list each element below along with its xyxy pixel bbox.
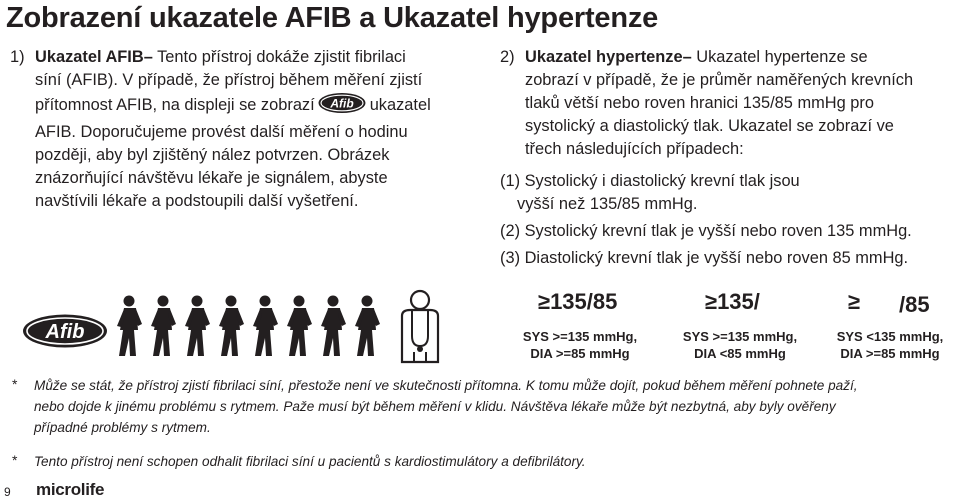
afib-dash: – <box>143 48 153 66</box>
brand-logo: microlife <box>36 480 105 499</box>
afib-line-1: Tento přístroj dokáže zjistit fibrilaci <box>152 48 406 66</box>
indicator-2-sys: SYS >=135 mmHg, <box>682 329 798 344</box>
hyper-line-3: tlaků větší nebo roven hranici 135/85 mmHg pro <box>525 94 874 112</box>
indicator-1-sys: SYS >=135 mmHg, <box>522 329 638 344</box>
walking-figures-icon <box>115 292 390 367</box>
footnote-2 <box>34 451 586 472</box>
indicator-caption-3 <box>821 328 959 362</box>
indicator-caption-2 <box>665 328 815 362</box>
indicator-3-sys: SYS <135 mmHg, <box>836 329 944 344</box>
hyper-dash: – <box>682 48 692 66</box>
hyper-case-1a: (1) Systolický i diastolický krevní tlak jsou <box>500 172 800 190</box>
afib-line-5: později, aby byl zjištěný nález potvrzen. Obrázek <box>35 146 390 164</box>
afib-inline-icon <box>317 92 367 121</box>
indicator-display-1: ≥135/85 <box>538 289 618 314</box>
afib-line-3a: přítomnost AFIB, na displeji se zobrazí <box>35 96 315 114</box>
page-number: 9 <box>4 485 11 499</box>
hyper-heading: Ukazatel hypertenze <box>525 48 683 66</box>
indicator-2-dia: DIA <85 mmHg <box>694 346 786 361</box>
afib-heading: Ukazatel AFIB <box>35 48 144 66</box>
afib-line-2: síní (AFIB). V případě, že přístroj během měření zjistí <box>35 71 423 89</box>
footnote-1 <box>34 375 858 438</box>
hyper-case-1b: vyšší než 135/85 mmHg. <box>517 195 698 213</box>
hyper-first-line <box>500 46 955 69</box>
doctor-icon <box>396 288 444 369</box>
afib-line-7: navštívili lékaře a podstoupili další vyšetření. <box>35 192 359 210</box>
svg-text:Afib: Afib <box>330 96 354 111</box>
page-title: Zobrazení ukazatele AFIB a Ukazatel hypertenze <box>6 2 659 34</box>
indicator-display-3a: ≥ <box>848 289 861 314</box>
hyper-marker: 2) <box>500 48 515 66</box>
hypertension-section <box>500 46 955 270</box>
indicator-1-dia: DIA >=85 mmHg <box>530 346 630 361</box>
footnote-2-star: * <box>12 452 18 468</box>
indicator-display-2: ≥135/ <box>705 289 760 314</box>
afib-line-3b: ukazatel <box>369 96 431 114</box>
afib-line-4: AFIB. Doporučujeme provést další měření o hodinu <box>35 123 408 141</box>
footnote-1-line-1: Může se stát, že přístroj zjistí fibrilaci síní, přestože není ve skutečnosti přítomna. K tomu může dojít, pokud během měření pohnete paží, <box>34 378 858 393</box>
afib-line-3 <box>10 92 480 121</box>
afib-marker: 1) <box>10 48 25 66</box>
hyper-line-2: zobrazí v případě, že je průměr naměřených krevních <box>525 71 914 89</box>
indicator-caption-1 <box>505 328 655 362</box>
hyper-line-1: Ukazatel hypertenze se <box>691 48 868 66</box>
hyper-case-2: (2) Systolický krevní tlak je vyšší nebo roven 135 mmHg. <box>500 222 912 240</box>
indicator-display-3b: /85 <box>899 292 930 317</box>
footnote-1-line-3: případné problémy s rytmem. <box>34 420 211 435</box>
hyper-line-4: systolický a diastolický tlak. Ukazatel se zobrazí ve <box>525 117 894 135</box>
hyper-case-3: (3) Diastolický krevní tlak je vyšší nebo roven 85 mmHg. <box>500 249 909 267</box>
svg-text:Afib: Afib <box>45 321 85 343</box>
afib-line-6: znázorňující návštěvu lékaře je signálem, abyste <box>35 169 388 187</box>
indicator-3-dia: DIA >=85 mmHg <box>840 346 940 361</box>
footnote-1-line-2: nebo dojde k jinému problému s rytmem. Paže musí být během měření v klidu. Návštěva lékaře může být nezbytná, aby byly ověřeny <box>34 399 836 414</box>
footnote-1-star: * <box>12 376 18 392</box>
afib-first-line <box>10 48 406 66</box>
footnote-2-line-1: Tento přístroj není schopen odhalit fibrilaci síní u pacientů s kardiostimulátory a defibrilátory. <box>34 454 586 469</box>
afib-icon <box>22 313 108 354</box>
afib-section <box>10 46 480 213</box>
hyper-line-5: třech následujících případech: <box>525 140 744 158</box>
